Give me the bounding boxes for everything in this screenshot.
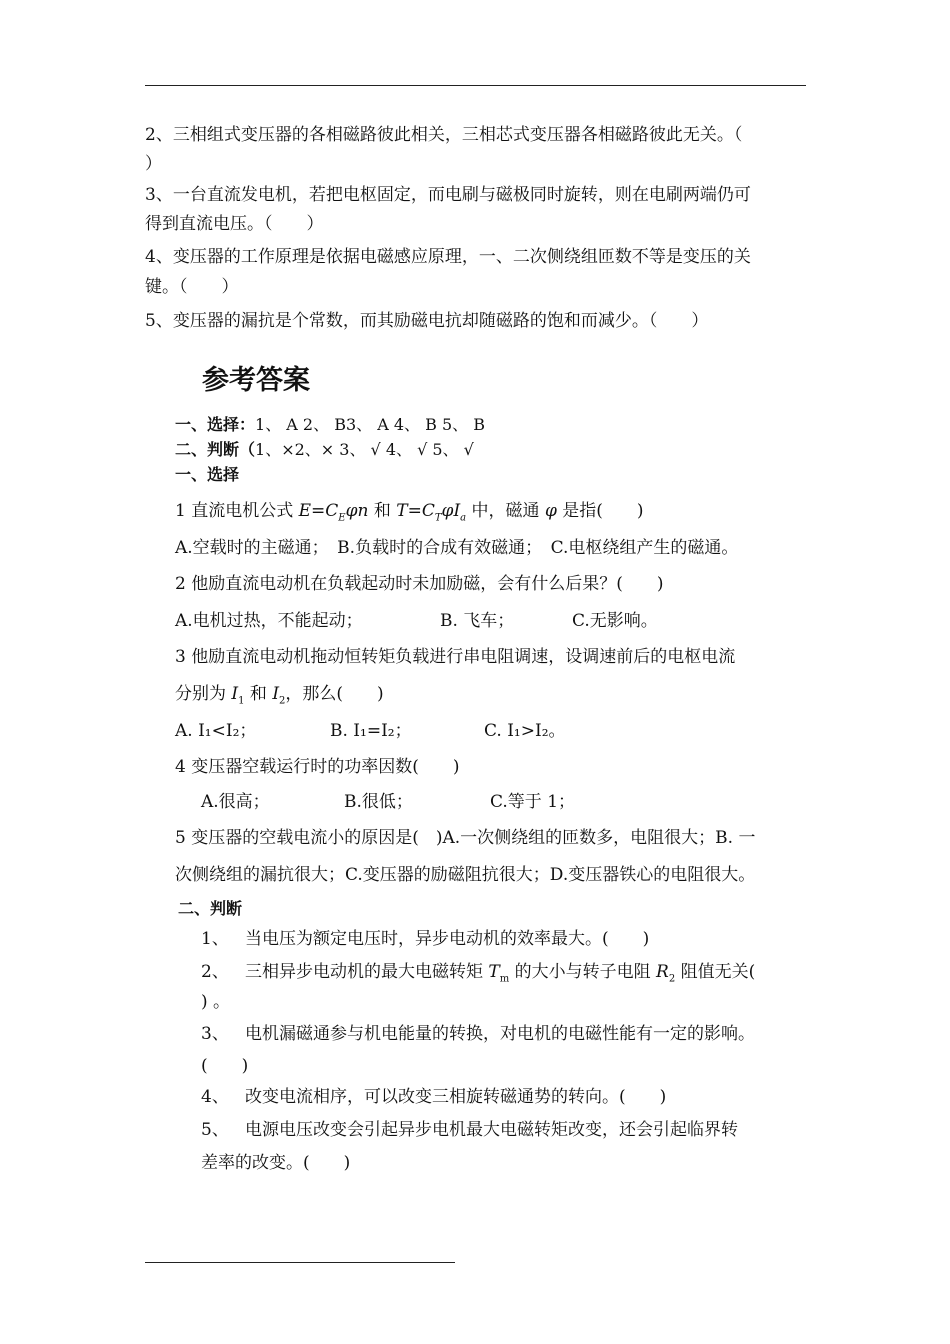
torque-symbol: T <box>488 962 500 982</box>
q3-line-2: 得到直流电压。（ ） <box>145 214 324 234</box>
choice-q3-option-b: B. I₁=I₂； <box>330 721 412 741</box>
judge-item-2-pre: 三相异步电动机的最大电磁转矩 <box>245 962 489 982</box>
current-i1-sub: 1 <box>238 695 245 707</box>
judge-item-3 <box>201 1023 755 1045</box>
choice-q5-line-1: 5 变压器的空载电流小的原因是( )A.一次侧绕组的匝数多，电阻很大；B. 一 <box>175 828 756 848</box>
phi-symbol: φ <box>544 501 557 521</box>
q2-line-2: ） <box>145 154 162 174</box>
judge-item-5-text: 电源电压改变会引起异步电机最大电磁转矩改变，还会引起临界转 <box>245 1120 738 1140</box>
choice-q3-line-1: 3 他励直流电动机拖动恒转矩负载进行串电阻调速，设调速前后的电枢电流 <box>175 647 736 667</box>
q4-line-1: 4、变压器的工作原理是依据电磁感应原理，一、二次侧绕组匝数不等是变压的关 <box>145 247 751 267</box>
judge-item-2-num: 2、 <box>201 962 229 982</box>
answer-judge-line <box>175 439 474 461</box>
formula-e-tail: φn <box>345 501 369 521</box>
choice-q1-options: A.空载时的主磁通； B.负载时的合成有效磁通； C.电枢绕组产生的磁通。 <box>175 538 739 558</box>
q5-line: 5、变压器的漏抗是个常数，而其励磁电抗却随磁路的饱和而减少。（ ） <box>145 311 709 331</box>
resistance-sub: 2 <box>668 973 676 985</box>
q2-line-1: 2、三相组式变压器的各相磁路彼此相关，三相芯式变压器各相磁路彼此无关。（ <box>145 125 743 145</box>
top-rule <box>145 85 806 86</box>
judge-item-5-cont: 差率的改变。( ) <box>201 1153 351 1173</box>
formula-t-tail: φI <box>441 501 461 521</box>
choice-q1-prefix: 1 直流电机公式 <box>175 501 299 521</box>
formula-t-sub: T <box>434 512 442 524</box>
choice-q3-end: ，那么( ) <box>285 684 384 704</box>
current-i2: I <box>272 684 280 704</box>
choice-q3-line-2 <box>175 683 384 712</box>
formula-e: E=C <box>298 501 339 521</box>
current-i2-sub: 2 <box>279 695 286 707</box>
torque-sub: m <box>499 973 510 985</box>
choice-q2: 2 他励直流电动机在负载起动时未加励磁，会有什么后果？( ) <box>175 574 664 594</box>
choice-q4: 4 变压器空载运行时的功率因数( ) <box>175 757 460 777</box>
q3-line-1: 3、一台直流发电机，若把电枢固定，而电刷与磁极同时旋转，则在电刷两端仍可 <box>145 185 751 205</box>
choice-q2-option-b: B. 飞车； <box>440 611 515 631</box>
choice-q4-option-b: B.很低； <box>344 792 413 812</box>
answer-choice-line <box>175 414 485 436</box>
footnote-rule <box>145 1262 455 1263</box>
judge-item-4-num: 4、 <box>201 1087 229 1107</box>
judge-item-2-cont: ) 。 <box>201 992 231 1012</box>
choice-q3-and: 和 <box>244 684 273 704</box>
resistance-symbol: R <box>656 962 669 982</box>
choice-q4-option-c: C.等于 1； <box>490 792 576 812</box>
judge-item-1-text: 当电压为额定电压时，异步电动机的效率最大。( ) <box>245 929 650 949</box>
choice-q1-end: 是指( ) <box>556 501 644 521</box>
judge-item-2-mid: 的大小与转子电阻 <box>509 962 657 982</box>
judge-item-3-cont: ( ) <box>201 1056 249 1076</box>
judge-heading: 二、判断 <box>178 899 243 918</box>
judge-item-3-text: 电机漏磁通参与机电能量的转换，对电机的电磁性能有一定的影响。 <box>245 1024 755 1044</box>
choice-q3-option-a: A. I₁<I₂； <box>175 721 257 741</box>
judge-item-2-post: 阻值无关( <box>675 962 756 982</box>
q4-line-2: 键。（ ） <box>145 277 239 297</box>
current-i1: I <box>231 684 239 704</box>
answers-title: 参考答案 <box>202 365 310 396</box>
answer-choice-values: 1、 A 2、 B3、 A 4、 B 5、 B <box>255 415 485 434</box>
choice-q3-pre: 分别为 <box>175 684 232 704</box>
choice-q1 <box>175 500 644 529</box>
judge-item-5 <box>201 1119 738 1141</box>
judge-item-4 <box>201 1086 666 1108</box>
formula-t: T=C <box>396 501 435 521</box>
choice-q5-line-2: 次侧绕组的漏抗很大；C.变压器的励磁阻抗很大；D.变压器铁心的电阻很大。 <box>175 865 756 885</box>
choice-q4-option-a: A.很高； <box>201 792 270 812</box>
judge-item-4-text: 改变电流相序，可以改变三相旋转磁通势的转向。( ) <box>245 1087 667 1107</box>
formula-e-sub: E <box>338 512 346 524</box>
choice-q3-option-c: C. I₁>I₂。 <box>484 721 566 741</box>
judge-item-2 <box>201 961 755 990</box>
choice-q2-option-a: A.电机过热，不能起动； <box>175 611 363 631</box>
formula-t-sub2: a <box>460 512 467 524</box>
choice-q2-option-c: C.无影响。 <box>572 611 658 631</box>
judge-item-1-num: 1、 <box>201 929 229 949</box>
choice-q1-suffix: 中，磁通 <box>466 501 545 521</box>
choice-q1-mid: 和 <box>368 501 397 521</box>
judge-item-5-num: 5、 <box>201 1120 229 1140</box>
judge-item-1 <box>201 928 649 950</box>
answer-judge-label: 二、判断（ <box>175 440 256 459</box>
choice-heading: 一、选择 <box>175 465 240 484</box>
answer-choice-label: 一、选择： <box>175 415 256 434</box>
answer-judge-values: 1、×2、× 3、 √ 4、 √ 5、 √ <box>255 440 474 459</box>
judge-item-3-num: 3、 <box>201 1024 229 1044</box>
